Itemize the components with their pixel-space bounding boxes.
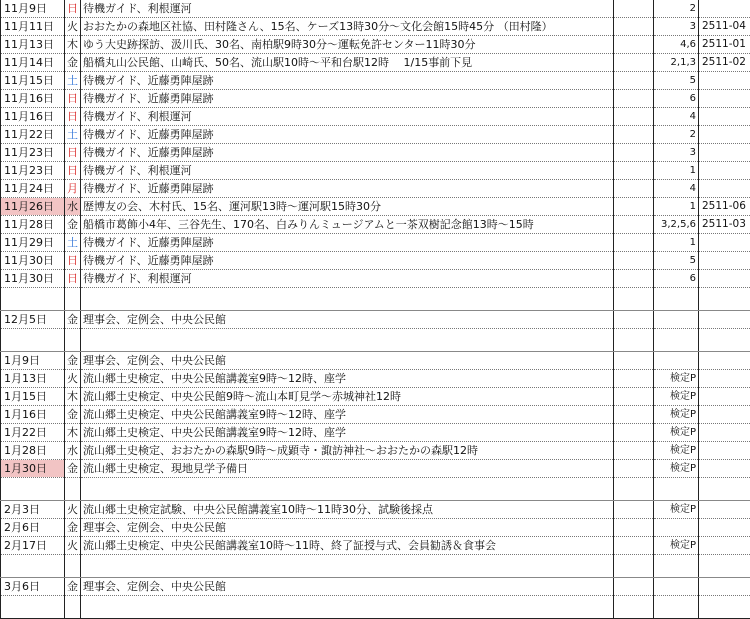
- weekday-cell: 金: [65, 54, 81, 72]
- weekday-cell: 火: [65, 18, 81, 36]
- description-cell: 船橋市葛飾小4年、三谷先生、170名、白みりんミュージアムと一茶双樹記念館13時～15時: [81, 216, 614, 234]
- code-cell: [699, 288, 750, 311]
- code-cell: [699, 270, 750, 288]
- schedule-body: [1, 0, 750, 619]
- schedule-row: [1, 370, 750, 388]
- description-cell: 待機ガイド、近藤勇陣屋跡: [81, 252, 614, 270]
- code-cell: [699, 252, 750, 270]
- code-cell: [699, 234, 750, 252]
- note-cell: [614, 270, 654, 288]
- code-cell: [699, 329, 750, 352]
- note-cell: [614, 144, 654, 162]
- date-cell: 11月22日: [1, 126, 65, 144]
- guide-cell: [654, 596, 699, 619]
- code-cell: [699, 578, 750, 596]
- guide-cell: 検定P: [654, 537, 699, 555]
- description-cell: 待機ガイド、近藤勇陣屋跡: [81, 144, 614, 162]
- schedule-row: [1, 252, 750, 270]
- note-cell: [614, 288, 654, 311]
- schedule-row: [1, 424, 750, 442]
- guide-cell: 1: [654, 162, 699, 180]
- note-cell: [614, 311, 654, 329]
- schedule-row: [1, 234, 750, 252]
- description-cell: 待機ガイド、利根運河: [81, 108, 614, 126]
- guide-cell: 2: [654, 0, 699, 18]
- weekday-cell: 月: [65, 180, 81, 198]
- description-cell: [81, 596, 614, 619]
- weekday-cell: 土: [65, 126, 81, 144]
- guide-cell: 検定P: [654, 370, 699, 388]
- note-cell: [614, 180, 654, 198]
- date-cell: 1月16日: [1, 406, 65, 424]
- blank-row: [1, 596, 750, 619]
- note-cell: [614, 460, 654, 478]
- code-cell: 2511-02: [699, 54, 750, 72]
- blank-row: [1, 329, 750, 352]
- description-cell: 待機ガイド、利根運河: [81, 0, 614, 18]
- date-cell: 11月23日: [1, 162, 65, 180]
- description-cell: 待機ガイド、近藤勇陣屋跡: [81, 126, 614, 144]
- code-cell: 2511-06: [699, 198, 750, 216]
- weekday-cell: 水: [65, 198, 81, 216]
- code-cell: [699, 352, 750, 370]
- guide-cell: 検定P: [654, 460, 699, 478]
- guide-cell: 検定P: [654, 424, 699, 442]
- note-cell: [614, 36, 654, 54]
- guide-cell: [654, 288, 699, 311]
- date-cell: [1, 555, 65, 578]
- description-cell: 理事会、定例会、中央公民館: [81, 519, 614, 537]
- description-cell: 流山郷土史検定、中央公民館講義室9時～12時、座学: [81, 424, 614, 442]
- date-cell: 11月28日: [1, 216, 65, 234]
- schedule-row: [1, 352, 750, 370]
- schedule-row: [1, 54, 750, 72]
- date-cell: 11月14日: [1, 54, 65, 72]
- description-cell: 待機ガイド、近藤勇陣屋跡: [81, 234, 614, 252]
- guide-cell: [654, 329, 699, 352]
- date-cell: 11月15日: [1, 72, 65, 90]
- description-cell: 船橋丸山公民館、山崎氏、50名、流山駅10時～平和台駅12時 1/15事前下見: [81, 54, 614, 72]
- schedule-row: [1, 144, 750, 162]
- description-cell: 流山郷土史検定、現地見学予備日: [81, 460, 614, 478]
- code-cell: [699, 424, 750, 442]
- note-cell: [614, 72, 654, 90]
- weekday-cell: [65, 555, 81, 578]
- date-cell: [1, 478, 65, 501]
- guide-cell: 検定P: [654, 501, 699, 519]
- note-cell: [614, 90, 654, 108]
- note-cell: [614, 216, 654, 234]
- description-cell: 理事会、定例会、中央公民館: [81, 578, 614, 596]
- date-cell: [1, 596, 65, 619]
- code-cell: [699, 596, 750, 619]
- description-cell: 待機ガイド、近藤勇陣屋跡: [81, 180, 614, 198]
- date-cell: 2月6日: [1, 519, 65, 537]
- weekday-cell: 金: [65, 460, 81, 478]
- note-cell: [614, 596, 654, 619]
- note-cell: [614, 252, 654, 270]
- date-cell: 1月22日: [1, 424, 65, 442]
- note-cell: [614, 424, 654, 442]
- weekday-cell: 水: [65, 442, 81, 460]
- date-cell: 1月30日: [1, 460, 65, 478]
- weekday-cell: 火: [65, 370, 81, 388]
- guide-cell: [654, 555, 699, 578]
- weekday-cell: 日: [65, 252, 81, 270]
- weekday-cell: 金: [65, 216, 81, 234]
- code-cell: [699, 72, 750, 90]
- note-cell: [614, 406, 654, 424]
- description-cell: ゆう大史跡探訪、汲川氏、30名、南柏駅9時30分～運転免許センター11時30分: [81, 36, 614, 54]
- weekday-cell: 日: [65, 108, 81, 126]
- date-cell: [1, 288, 65, 311]
- guide-cell: 4: [654, 180, 699, 198]
- guide-cell: 3: [654, 144, 699, 162]
- note-cell: [614, 198, 654, 216]
- date-cell: 12月5日: [1, 311, 65, 329]
- note-cell: [614, 0, 654, 18]
- schedule-row: [1, 442, 750, 460]
- description-cell: 理事会、定例会、中央公民館: [81, 311, 614, 329]
- description-cell: 待機ガイド、近藤勇陣屋跡: [81, 90, 614, 108]
- date-cell: 11月11日: [1, 18, 65, 36]
- schedule-row: [1, 216, 750, 234]
- date-cell: 11月30日: [1, 252, 65, 270]
- weekday-cell: 木: [65, 424, 81, 442]
- note-cell: [614, 370, 654, 388]
- note-cell: [614, 108, 654, 126]
- schedule-row: [1, 72, 750, 90]
- description-cell: 待機ガイド、利根運河: [81, 270, 614, 288]
- date-cell: 3月6日: [1, 578, 65, 596]
- guide-cell: [654, 311, 699, 329]
- date-cell: [1, 329, 65, 352]
- description-cell: 流山郷土史検定、中央公民館9時～流山本町見学～赤城神社12時: [81, 388, 614, 406]
- guide-cell: 4,6: [654, 36, 699, 54]
- blank-row: [1, 288, 750, 311]
- description-cell: 流山郷土史検定、中央公民館講義室10時～11時、終了証授与式、会員勧誘＆食事会: [81, 537, 614, 555]
- code-cell: [699, 519, 750, 537]
- weekday-cell: 日: [65, 0, 81, 18]
- schedule-row: [1, 0, 750, 18]
- guide-cell: 6: [654, 90, 699, 108]
- guide-cell: 4: [654, 108, 699, 126]
- description-cell: [81, 555, 614, 578]
- guide-cell: 3: [654, 18, 699, 36]
- code-cell: [699, 442, 750, 460]
- weekday-cell: 金: [65, 406, 81, 424]
- weekday-cell: 金: [65, 578, 81, 596]
- note-cell: [614, 162, 654, 180]
- weekday-cell: 金: [65, 311, 81, 329]
- description-cell: 待機ガイド、近藤勇陣屋跡: [81, 72, 614, 90]
- blank-row: [1, 478, 750, 501]
- guide-cell: [654, 519, 699, 537]
- weekday-cell: [65, 596, 81, 619]
- code-cell: [699, 501, 750, 519]
- weekday-cell: 金: [65, 519, 81, 537]
- code-cell: [699, 144, 750, 162]
- date-cell: 1月13日: [1, 370, 65, 388]
- date-cell: 11月16日: [1, 90, 65, 108]
- schedule-row: [1, 18, 750, 36]
- guide-cell: 検定P: [654, 442, 699, 460]
- note-cell: [614, 555, 654, 578]
- schedule-row: [1, 162, 750, 180]
- weekday-cell: 木: [65, 36, 81, 54]
- schedule-row: [1, 311, 750, 329]
- schedule-row: [1, 501, 750, 519]
- description-cell: [81, 288, 614, 311]
- guide-cell: 6: [654, 270, 699, 288]
- schedule-row: [1, 519, 750, 537]
- code-cell: [699, 537, 750, 555]
- date-cell: 1月15日: [1, 388, 65, 406]
- code-cell: [699, 370, 750, 388]
- code-cell: [699, 478, 750, 501]
- code-cell: [699, 180, 750, 198]
- date-cell: 11月30日: [1, 270, 65, 288]
- guide-cell: 検定P: [654, 388, 699, 406]
- description-cell: 歴博友の会、木村氏、15名、運河駅13時～運河駅15時30分: [81, 198, 614, 216]
- code-cell: [699, 90, 750, 108]
- guide-cell: [654, 478, 699, 501]
- date-cell: 11月23日: [1, 144, 65, 162]
- description-cell: [81, 329, 614, 352]
- note-cell: [614, 18, 654, 36]
- date-cell: 11月24日: [1, 180, 65, 198]
- code-cell: [699, 311, 750, 329]
- weekday-cell: 日: [65, 162, 81, 180]
- guide-cell: [654, 352, 699, 370]
- code-cell: 2511-04: [699, 18, 750, 36]
- code-cell: 2511-03: [699, 216, 750, 234]
- date-cell: 1月28日: [1, 442, 65, 460]
- date-cell: 2月3日: [1, 501, 65, 519]
- date-cell: 11月26日: [1, 198, 65, 216]
- schedule-row: [1, 36, 750, 54]
- weekday-cell: 金: [65, 352, 81, 370]
- description-cell: [81, 478, 614, 501]
- guide-cell: 2,1,3: [654, 54, 699, 72]
- code-cell: [699, 406, 750, 424]
- guide-cell: 1: [654, 234, 699, 252]
- schedule-row: [1, 198, 750, 216]
- note-cell: [614, 234, 654, 252]
- code-cell: [699, 162, 750, 180]
- guide-cell: 2: [654, 126, 699, 144]
- description-cell: 流山郷土史検定、中央公民館講義室9時～12時、座学: [81, 370, 614, 388]
- date-cell: 1月9日: [1, 352, 65, 370]
- schedule-row: [1, 578, 750, 596]
- guide-cell: 1: [654, 198, 699, 216]
- description-cell: おおたかの森地区社協、田村隆さん、15名、ケーズ13時30分～文化会館15時45分 （田村隆）: [81, 18, 614, 36]
- description-cell: 流山郷土史検定、中央公民館講義室9時～12時、座学: [81, 406, 614, 424]
- guide-cell: [654, 578, 699, 596]
- blank-row: [1, 555, 750, 578]
- schedule-row: [1, 90, 750, 108]
- guide-cell: 5: [654, 72, 699, 90]
- weekday-cell: [65, 329, 81, 352]
- weekday-cell: 火: [65, 537, 81, 555]
- note-cell: [614, 126, 654, 144]
- date-cell: 11月13日: [1, 36, 65, 54]
- weekday-cell: 日: [65, 90, 81, 108]
- code-cell: [699, 126, 750, 144]
- schedule-row: [1, 270, 750, 288]
- code-cell: [699, 0, 750, 18]
- weekday-cell: 日: [65, 270, 81, 288]
- date-cell: 11月29日: [1, 234, 65, 252]
- note-cell: [614, 501, 654, 519]
- weekday-cell: 火: [65, 501, 81, 519]
- note-cell: [614, 352, 654, 370]
- code-cell: 2511-01: [699, 36, 750, 54]
- schedule-row: [1, 180, 750, 198]
- description-cell: 流山郷土史検定、おおたかの森駅9時～成顕寺・諏訪神社～おおたかの森駅12時: [81, 442, 614, 460]
- note-cell: [614, 442, 654, 460]
- weekday-cell: [65, 478, 81, 501]
- schedule-row: [1, 460, 750, 478]
- schedule-row: [1, 537, 750, 555]
- date-cell: 11月9日: [1, 0, 65, 18]
- note-cell: [614, 578, 654, 596]
- note-cell: [614, 388, 654, 406]
- code-cell: [699, 388, 750, 406]
- note-cell: [614, 478, 654, 501]
- guide-cell: 3,2,5,6: [654, 216, 699, 234]
- weekday-cell: 木: [65, 388, 81, 406]
- code-cell: [699, 555, 750, 578]
- code-cell: [699, 460, 750, 478]
- date-cell: 2月17日: [1, 537, 65, 555]
- note-cell: [614, 519, 654, 537]
- note-cell: [614, 537, 654, 555]
- description-cell: 流山郷土史検定試験、中央公民館講義室10時～11時30分、試験後採点: [81, 501, 614, 519]
- guide-cell: 検定P: [654, 406, 699, 424]
- note-cell: [614, 329, 654, 352]
- schedule-row: [1, 126, 750, 144]
- schedule-row: [1, 406, 750, 424]
- date-cell: 11月16日: [1, 108, 65, 126]
- schedule-row: [1, 388, 750, 406]
- schedule-row: [1, 108, 750, 126]
- description-cell: 理事会、定例会、中央公民館: [81, 352, 614, 370]
- code-cell: [699, 108, 750, 126]
- guide-cell: 5: [654, 252, 699, 270]
- weekday-cell: [65, 288, 81, 311]
- weekday-cell: 日: [65, 144, 81, 162]
- weekday-cell: 土: [65, 72, 81, 90]
- weekday-cell: 土: [65, 234, 81, 252]
- note-cell: [614, 54, 654, 72]
- description-cell: 待機ガイド、利根運河: [81, 162, 614, 180]
